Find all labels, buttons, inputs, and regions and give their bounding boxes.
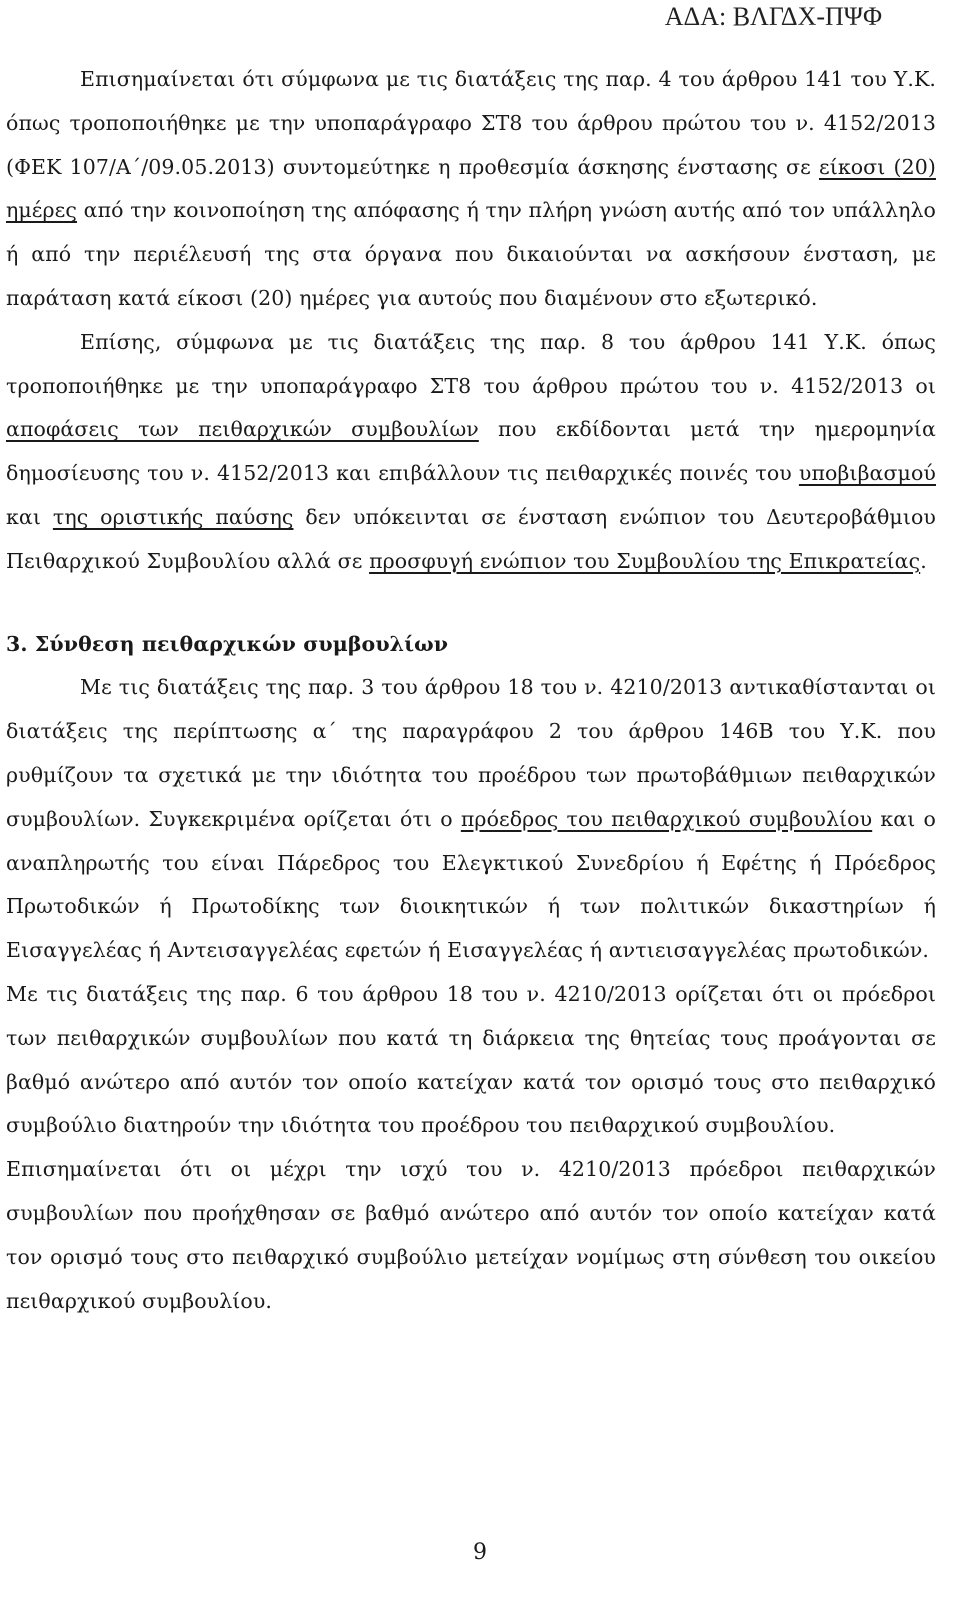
- paragraph-text: που εκδίδονται μετά την ημερομηνία δημοσίευσης του ν. 4152/2013 και επιβάλλουν τις πειθαρχικές ποινές του: [6, 417, 936, 486]
- paragraph-text: Με τις διατάξεις της παρ. 3 του άρθρου 18 του ν. 4210/2013 αντικαθίστανται οι διατάξεις της περίπτωσης α΄ της παραγράφου 2 του άρθρου 146Β του Υ.Κ. που ρυθμίζουν τα σχετικά με την ιδιότητα του προέδρου των πρωτοβάθμιων πειθαρχικών συμβουλίων. Συγκεκριμένα ορίζεται ότι ο: [6, 675, 936, 831]
- section-heading: [6, 623, 936, 667]
- section-title: 3. Σύνθεση πειθαρχικών συμβουλίων: [6, 631, 449, 656]
- underlined-text: είκοσι (20) ημέρες: [6, 154, 936, 223]
- underlined-text: υποβιβασμού: [798, 461, 936, 486]
- paragraph-council-president: [6, 666, 936, 973]
- paragraph-text: Με τις διατάξεις της παρ. 6 του άρθρου 18 του ν. 4210/2013 ορίζεται ότι οι πρόεδροι των πειθαρχικών συμβουλίων που κατά τη διάρκεια της θητείας τους προάγονται σε βαθμό ανώτερο από αυτόν τον οποίο κατείχαν κατά τον ορισμό τους στο πειθαρχικό συμβούλιο διατηρούν την ιδιότητα του προέδρου του πειθαρχικού συμβουλίου.: [6, 981, 936, 1138]
- underlined-text: της οριστικής παύσης: [52, 504, 294, 529]
- paragraph-text: και ο αναπληρωτής του είναι Πάρεδρος του Ελεγκτικού Συνεδρίου ή Εφέτης ή Πρόεδρος Πρωτοδικών ή Πρωτοδίκης των διοικητικών ή των πολιτικών δικαστηρίων ή Εισαγγελέας ή Αντεισαγγελέας εφετών ή Εισαγγελέας ή αντιεισαγγελέας πρωτοδικών.: [6, 806, 936, 963]
- paragraph-text: και: [6, 504, 53, 529]
- underlined-text: προσφυγή ενώπιον του Συμβουλίου της Επικρατείας: [369, 548, 921, 573]
- paragraph-disciplinary-decisions: [6, 321, 936, 584]
- paragraph-text: από την κοινοποίηση της απόφασης ή την πλήρη γνώση αυτής από τον υπάλληλο ή από την περιέλευσή της στα όργανα που δικαιούνται να ασκήσουν ένσταση, με παράταση κατά είκοσι (20) ημέρες για αυτούς που διαμένουν στο εξωτερικό.: [6, 198, 936, 310]
- underlined-text: πρόεδρος του πειθαρχικού συμβουλίου: [460, 806, 873, 831]
- page-number: 9: [473, 1540, 487, 1565]
- paragraph-president-promotion: [6, 973, 936, 1148]
- paragraph-objection-deadline: [6, 58, 936, 321]
- paragraph-past-presidents: [6, 1148, 936, 1323]
- document-body: [6, 58, 936, 1323]
- paragraph-text: Επισημαίνεται ότι οι μέχρι την ισχύ του ν. 4210/2013 πρόεδροι πειθαρχικών συμβουλίων που προήχθησαν σε βαθμό ανώτερο από αυτόν τον οποίο κατείχαν κατά τον ορισμό τους στο πειθαρχικό συμβούλιο μετείχαν νομίμως στη σύνθεση του οικείου πειθαρχικού συμβουλίου.: [6, 1157, 936, 1313]
- paragraph-text: .: [920, 548, 927, 573]
- paragraph-text: δεν υπόκεινται σε ένσταση ενώπιον του Δευτεροβάθμιου Πειθαρχικού Συμβουλίου αλλά σε: [6, 504, 936, 573]
- underlined-text: αποφάσεις των πειθαρχικών συμβουλίων: [6, 417, 479, 442]
- paragraph-text: Επίσης, σύμφωνα με τις διατάξεις της παρ. 8 του άρθρου 141 Υ.Κ. όπως τροποποιήθηκε με την υποπαράγραφο ΣΤ8 του άρθρου πρώτου του ν. 4152/2013 οι: [6, 329, 936, 398]
- paragraph-text: Επισημαίνεται ότι σύμφωνα με τις διατάξεις της παρ. 4 του άρθρου 141 του Υ.Κ. όπως τροποποιήθηκε με την υποπαράγραφο ΣΤ8 του άρθρου πρώτου του ν. 4152/2013 (ΦΕΚ 107/Α΄/09.05.2013) συντομεύτηκε η προθεσμία άσκησης ένστασης σε: [6, 67, 936, 179]
- ada-code: ΑΔΑ: ΒΛΓΔΧ-ΠΨΦ: [664, 2, 882, 31]
